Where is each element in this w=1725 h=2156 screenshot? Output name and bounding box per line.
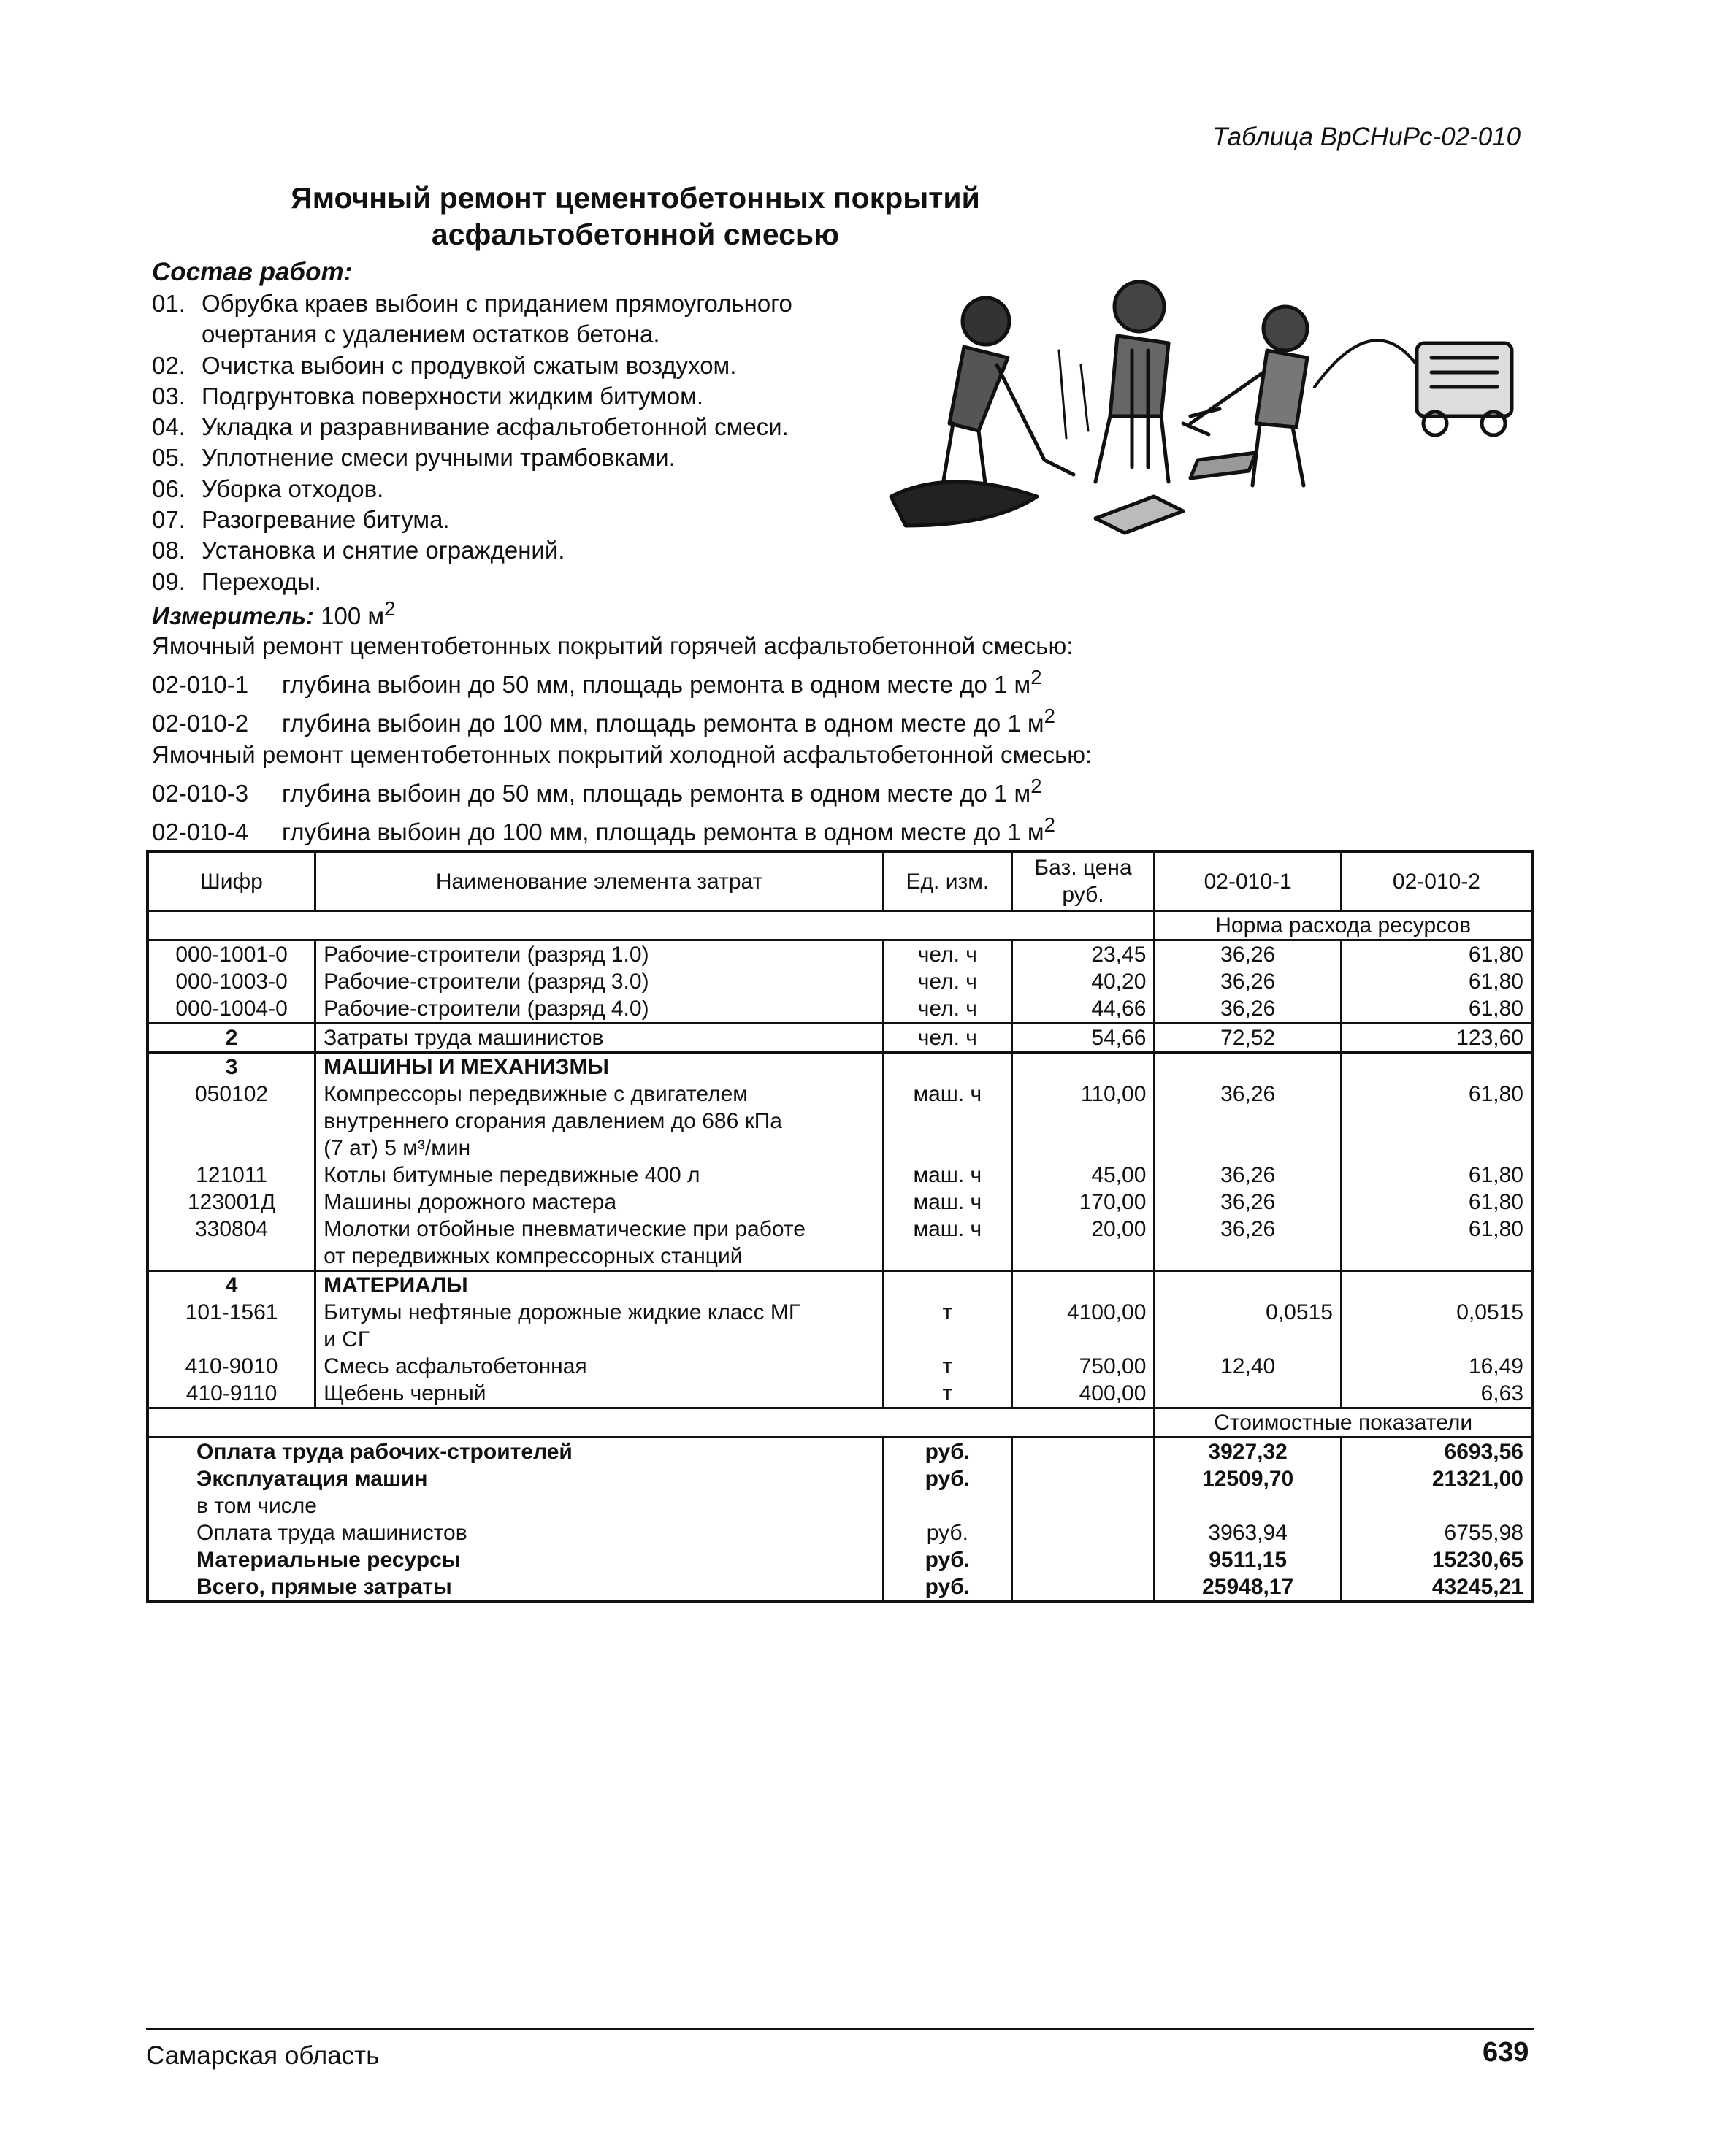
operation-item: 08. Установка и снятие ограждений. [152,537,565,564]
norm-subheader: Норма расхода ресурсов [1155,911,1532,940]
table-row: 123001Д Машины дорожного мастера маш. ч 170,00 36,26 61,80 [148,1189,1532,1216]
operation-item: 01. Обрубка краев выбоин с приданием прямоугольного [152,290,792,317]
page-number: 639 [1483,2037,1529,2068]
table-reference: Таблица ВрСНиРс-02-010 [1212,123,1521,151]
table-row: 000-1004-0 Рабочие-строители (разряд 4.0) чел. ч 44,66 36,26 61,80 [148,995,1532,1024]
operation-item: 03. Подгрунтовка поверхности жидким битумом. [152,382,704,410]
table-row: 410-9010 Смесь асфальтобетонная т 750,00 12,40 16,49 [148,1353,1532,1380]
cold-mix-description: Ямочный ремонт цементобетонных покрытий холодной асфальтобетонной смесью: [152,741,1093,768]
footer-region: Самарская область [146,2041,380,2070]
table-row: 330804 Молотки отбойные пневматические при работе от передвижных компрессорных станций маш. ч 20,00 36,26 61,80 [148,1216,1532,1271]
table-row: 121011 Котлы битумные передвижные 400 л маш. ч 45,00 36,26 61,80 [148,1162,1532,1189]
table-row: 000-1003-0 Рабочие-строители (разряд 3.0) чел. ч 40,20 36,26 61,80 [148,968,1532,995]
col-name-header: Наименование элемента затрат [315,851,884,911]
total-row: Оплата труда машинистов руб. 3963,94 6755,98 [148,1519,1532,1546]
norm-item: 02-010-3 глубина выбоин до 50 мм, площадь ремонта в одном месте до 1 $м^2$ [152,775,1042,807]
norm-item: 02-010-2 глубина выбоин до 100 мм, площадь ремонта в одном месте до 1 $м^2$ [152,705,1055,737]
cost-subheader-row [148,1408,1532,1438]
col-norm2-header: 02-010-2 [1341,851,1532,911]
table-row: 410-9110 Щебень черный т 400,00 6,63 [148,1380,1532,1408]
operation-item: 02. Очистка выбоин с продувкой сжатым воздухом. [152,351,737,379]
operation-item: 07. Разогревание битума. [152,506,450,534]
col-unit-header: Ед. изм. [884,851,1012,911]
table-row: 101-1561 Битумы нефтяные дорожные жидкие класс МГ и СГ т 4100,00 0,0515 0,0515 [148,1299,1532,1353]
operations-list [152,288,792,597]
section-row-materials: 4 МАТЕРИАЛЫ [148,1271,1532,1300]
norm-subheader-row [148,911,1532,940]
operation-item: 09. Переходы. [152,567,321,595]
total-row: Эксплуатация машин руб. 12509,70 21321,00 [148,1465,1532,1492]
operation-item-continuation: очертания с удалением остатков бетона. [202,321,660,348]
total-row: Материальные ресурсы руб. 9511,15 15230,65 [148,1546,1532,1573]
norm-item: 02-010-1 глубина выбоин до 50 мм, площадь ремонта в одном месте до 1 $м^2$ [152,666,1042,698]
table-row: 000-1001-0 Рабочие-строители (разряд 1.0) чел. ч 23,45 36,26 61,80 [148,940,1532,969]
norm-descriptions [152,630,1092,848]
footer-divider [146,2028,1534,2030]
total-row: в том числе [148,1492,1532,1519]
title-line-2: асфальтобетонной смесью [431,218,840,251]
road-workers-illustration [876,277,1534,540]
measure-unit: Измеритель: 100 $м^2$ [152,597,396,629]
section-row-machines: 3 МАШИНЫ И МЕХАНИЗМЫ [148,1053,1532,1081]
resource-table [146,850,1534,1603]
table-header-row [148,851,1532,911]
cost-subheader: Стоимостные показатели [1155,1408,1532,1438]
table-row: 050102 Компрессоры передвижные с двигателем внутреннего сгорания давлением до 686 кПа (7 ат) 5 м³/мин маш. ч 110,00 36,26 61,80 [148,1081,1532,1162]
total-row: Оплата труда рабочих-строителей руб. 3927,32 6693,56 [148,1438,1532,1466]
col-code-header: Шифр [148,851,315,911]
page-title [219,180,1052,253]
hot-mix-description: Ямочный ремонт цементобетонных покрытий горячей асфальтобетонной смесью: [152,632,1074,659]
work-composition-heading: Состав работ: [152,258,353,286]
table-row: 2 Затраты труда машинистов чел. ч 54,66 72,52 123,60 [148,1024,1532,1053]
col-price-header: Баз. цена руб. [1011,851,1155,911]
operation-item: 05. Уплотнение смеси ручными трамбовками. [152,444,676,472]
total-row: Всего, прямые затраты руб. 25948,17 43245,21 [148,1573,1532,1602]
operation-item: 06. Уборка отходов. [152,475,384,502]
col-norm1-header: 02-010-1 [1155,851,1342,911]
norm-item: 02-010-4 глубина выбоин до 100 мм, площадь ремонта в одном месте до 1 $м^2$ [152,813,1055,845]
title-line-1: Ямочный ремонт цементобетонных покрытий [291,181,980,215]
operation-item: 04. Укладка и разравнивание асфальтобетонной смеси. [152,413,789,441]
